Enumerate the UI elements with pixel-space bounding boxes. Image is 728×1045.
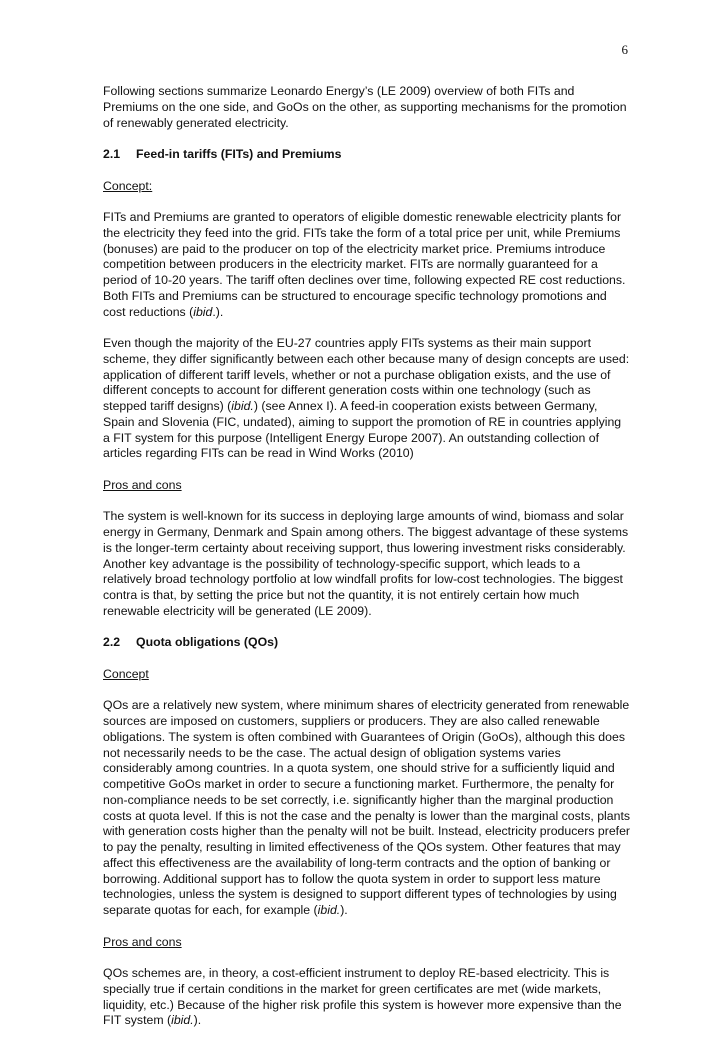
section-number: 2.2 bbox=[103, 635, 121, 650]
page-number: 6 bbox=[621, 42, 628, 57]
section-number: 2.1 bbox=[103, 147, 121, 161]
text-run: QOs schemes are, in theory, a cost-efficient instrument to deploy RE-based electricity. This is specially true if certain conditions in the market for green certificates are met (wide markets, liquidity, etc.) Because of the higher risk profile this system is however more expensive than the FIT system ( bbox=[103, 966, 622, 1028]
qos-concept-paragraph bbox=[103, 698, 631, 919]
subheading-concept: Concept: bbox=[103, 178, 153, 193]
fits-concept-paragraph-2 bbox=[103, 336, 631, 462]
fits-concept-paragraph-1 bbox=[103, 210, 631, 320]
document-body bbox=[103, 84, 631, 1045]
ibid-citation: ibid. bbox=[317, 903, 341, 917]
text-run: QOs are a relatively new system, where minimum shares of electricity generated from renewable sources are imposed on customers, suppliers or producers. They are also called renewable obligations. The system is often combined with Guarantees of Origin (GoOs), although this does not necessarily needs to be the case. The actual design of obligation systems varies considerably among countries. In a quota system, one should strive for a sufficiently liquid and competitive GoOs market in order to secure a functioning market. Furthermore, the penalty for non-compliance needs to be set correctly, i.e. significantly higher than the marginal production costs at quota level. If this is not the case and the penalty is lower than the marginal costs, plants with generation costs higher than the penalty will not be built. Instead, electricity producers prefer to pay the penalty, resulting in limited effectiveness of the QOs system. Other features that may affect this effectiveness are the availability of long-term contracts and the option of banking or borrowing. Additional support has to follow the quota system in order to support less mature technologies, unless the system is designed to support different types of technologies by using separate quotas for each, for example ( bbox=[103, 698, 631, 917]
ibid-citation: ibid. bbox=[231, 399, 254, 413]
section-heading-2-2 bbox=[103, 635, 631, 651]
subheading-pros-cons: Pros and cons bbox=[103, 934, 182, 949]
text-run: .). bbox=[212, 304, 224, 319]
section-title: Feed-in tariffs (FITs) and Premiums bbox=[136, 147, 342, 161]
section-heading-2-1 bbox=[103, 147, 631, 163]
text-run: FITs and Premiums are granted to operators of eligible domestic renewable electricity plants for the electricity they feed into the grid. FITs take the form of a total price per unit, while Premiums (bonuses) are paid to the producer on top of the electricity market price. Premiums introduce competition between producers in the electricity market. FITs are normally guaranteed for a period of 10-20 years. The tariff often declines over time, following expected RE cost reductions. Both FITs and Premiums can be structured to encourage specific technology promotions and cost reductions ( bbox=[103, 210, 626, 319]
ibid-citation: ibid bbox=[193, 304, 213, 319]
fits-pros-cons-paragraph: The system is well-known for its success in deploying large amounts of wind, biomass and solar energy in Germany, Denmark and Spain among others. The biggest advantage of these systems is the longer-term certainty about receiving support, thus lowering investment risks considerably. Another key advantage is the possibility of technology-specific support, which leads to a relatively broad technology portfolio at low windfall profits for low-cost technologies. The biggest contra is that, by setting the price but not the quantity, it is not entirely certain how much renewable electricity will be generated (LE 2009). bbox=[103, 509, 629, 618]
text-run: ) (see Annex I). A feed-in cooperation exists between Germany, Spain and Slovenia (FIC, undated), aiming to support the promotion of RE in countries applying a FIT system for this purpose (Intelligent Energy Europe 2007). An outstanding collection of articles regarding FITs can be read in Wind Works (2010) bbox=[103, 399, 622, 461]
text-run: ). bbox=[340, 903, 348, 917]
qos-pros-cons-paragraph bbox=[103, 966, 631, 1029]
section-title: Quota obligations (QOs) bbox=[136, 635, 279, 650]
text-run: ). bbox=[193, 1013, 202, 1028]
intro-paragraph: Following sections summarize Leonardo Energy’s (LE 2009) overview of both FITs and Premiums on the one side, and GoOs on the other, as supporting mechanisms for the promotion of renewably generated electricity. bbox=[103, 84, 627, 130]
subheading-concept: Concept bbox=[103, 666, 149, 681]
ibid-citation: ibid. bbox=[171, 1013, 194, 1028]
text-run: Even though the majority of the EU-27 countries apply FITs systems as their main support scheme, they differ significantly between each other because many of design concepts are used: application of different tariff levels, whether or not a purchase obligation exists, and the use of different concepts to account for different generation costs within one technology (such as stepped tariff designs) ( bbox=[103, 336, 630, 413]
subheading-pros-cons: Pros and cons bbox=[103, 477, 182, 492]
